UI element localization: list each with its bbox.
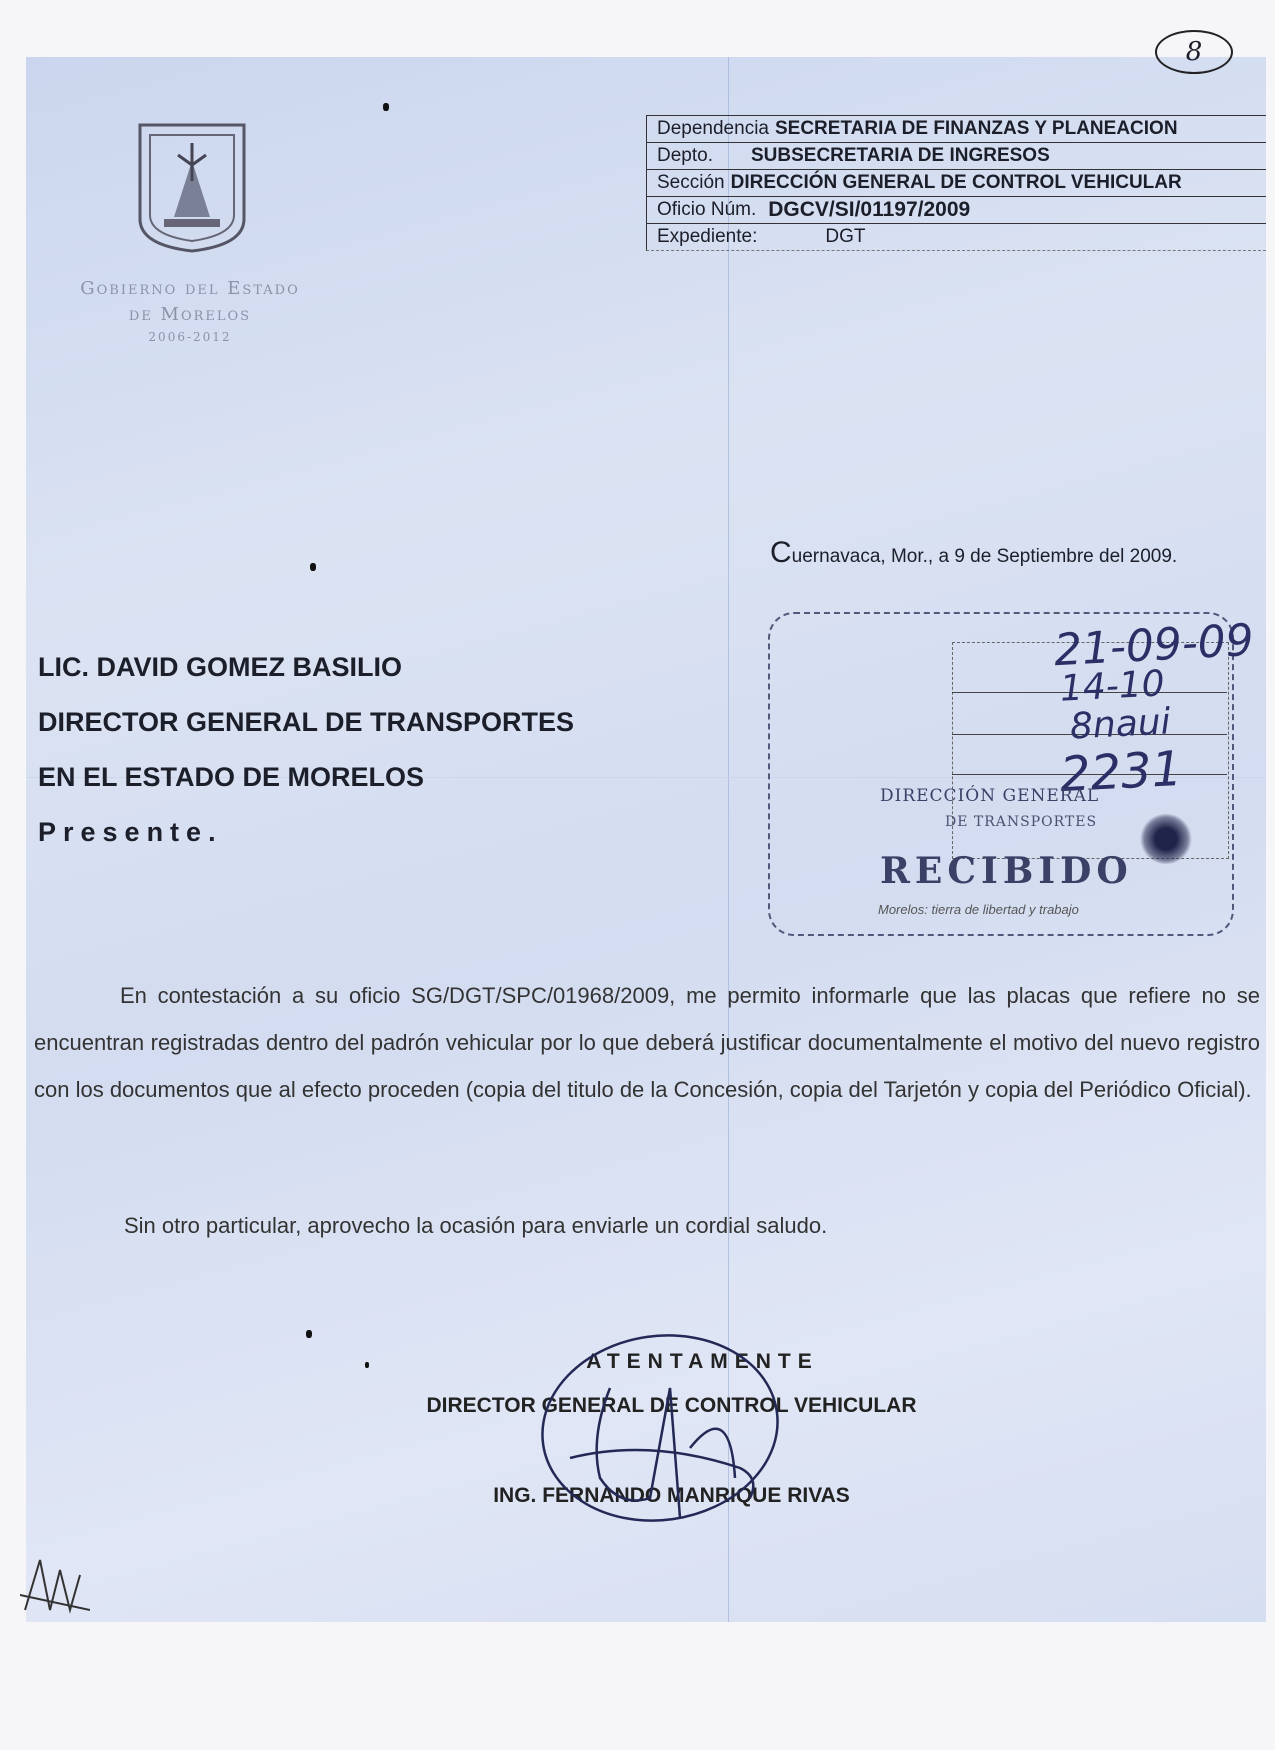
stamp-motto: Morelos: tierra de libertad y trabajo <box>878 902 1079 917</box>
signature-name: ING. FERNANDO MANRIQUE RIVAS <box>493 1484 850 1507</box>
signature-title: DIRECTOR GENERAL DE CONTROL VEHICULAR <box>426 1394 917 1417</box>
ink-speck <box>310 563 316 571</box>
oficio-label: Oficio Núm. <box>657 199 757 220</box>
dependencia-row <box>646 115 1266 142</box>
closing-line: Sin otro particular, aprovecho la ocasión para enviarle un cordial saludo. <box>124 1213 828 1238</box>
government-years: 2006-2012 <box>148 330 232 344</box>
dependencia-label: Dependencia <box>657 118 769 139</box>
stamp-number: 2231 <box>1058 740 1184 804</box>
recipient-name: LIC. DAVID GOMEZ BASILIO <box>38 652 402 682</box>
received-stamp <box>768 612 1255 936</box>
government-name-line2: de Morelos <box>128 304 252 325</box>
ink-speck <box>383 103 389 111</box>
recipient-title: DIRECTOR GENERAL DE TRANSPORTES <box>38 707 575 737</box>
stamp-office-line2: DE TRANSPORTES <box>945 814 1098 830</box>
ink-speck <box>365 1362 369 1368</box>
ink-blot-icon <box>1140 814 1192 864</box>
signature-greeting: ATENTAMENTE <box>586 1350 819 1373</box>
corner-scribble-icon <box>20 1555 90 1615</box>
seccion-label: Sección <box>657 172 725 193</box>
depto-row <box>646 142 1266 169</box>
date-line <box>770 536 1177 570</box>
oficio-value: DGCV/SI/01197/2009 <box>768 198 971 221</box>
stamp-initials: 8naui <box>1068 701 1172 748</box>
government-name <box>40 276 340 346</box>
expediente-label: Expediente: <box>657 226 758 247</box>
header-table <box>646 115 1266 251</box>
government-name-line1: Gobierno del Estado <box>80 278 300 299</box>
ink-speck <box>306 1330 312 1338</box>
stamp-received: RECIBIDO <box>880 850 1133 892</box>
recipient-presente: Presente. <box>38 817 223 847</box>
depto-label: Depto. <box>657 145 713 166</box>
recipient-block <box>38 640 574 860</box>
seccion-value: DIRECCIÓN GENERAL DE CONTROL VEHICULAR <box>730 172 1182 193</box>
handwritten-signature-icon <box>530 1328 790 1528</box>
dependencia-value: SECRETARIA DE FINANZAS Y PLANEACION <box>774 118 1178 139</box>
body-text <box>34 972 1260 1113</box>
date-text: uernavaca, Mor., a 9 de Septiembre del 2009. <box>791 546 1178 567</box>
stamp-date: 21-09-09 <box>1052 614 1255 677</box>
recipient-state: EN EL ESTADO DE MORELOS <box>38 762 425 792</box>
expediente-value: DGT <box>825 226 866 247</box>
body-paragraph: En contestación a su oficio SG/DGT/SPC/01968/2009, me permito informarle que las placas que refiere no se encuentran registradas dentro del padrón vehicular por lo que deberá justificar documentalmente el motivo del nuevo registro con los documentos que al efecto proceden (copia del titulo de la Concesión, copia del Tarjetón y copia del Periódico Oficial). <box>34 983 1260 1102</box>
page-number-circle: 8 <box>1155 30 1233 74</box>
depto-value: SUBSECRETARIA DE INGRESOS <box>750 145 1050 166</box>
oficio-row <box>646 196 1266 223</box>
seccion-row <box>646 169 1266 196</box>
stamp-time: 14-10 <box>1058 663 1166 710</box>
state-crest-icon <box>134 121 250 253</box>
date-initial: C <box>770 536 792 569</box>
expediente-row <box>646 223 1266 251</box>
stamp-office-line1: DIRECCIÓN GENERAL <box>880 786 1100 806</box>
